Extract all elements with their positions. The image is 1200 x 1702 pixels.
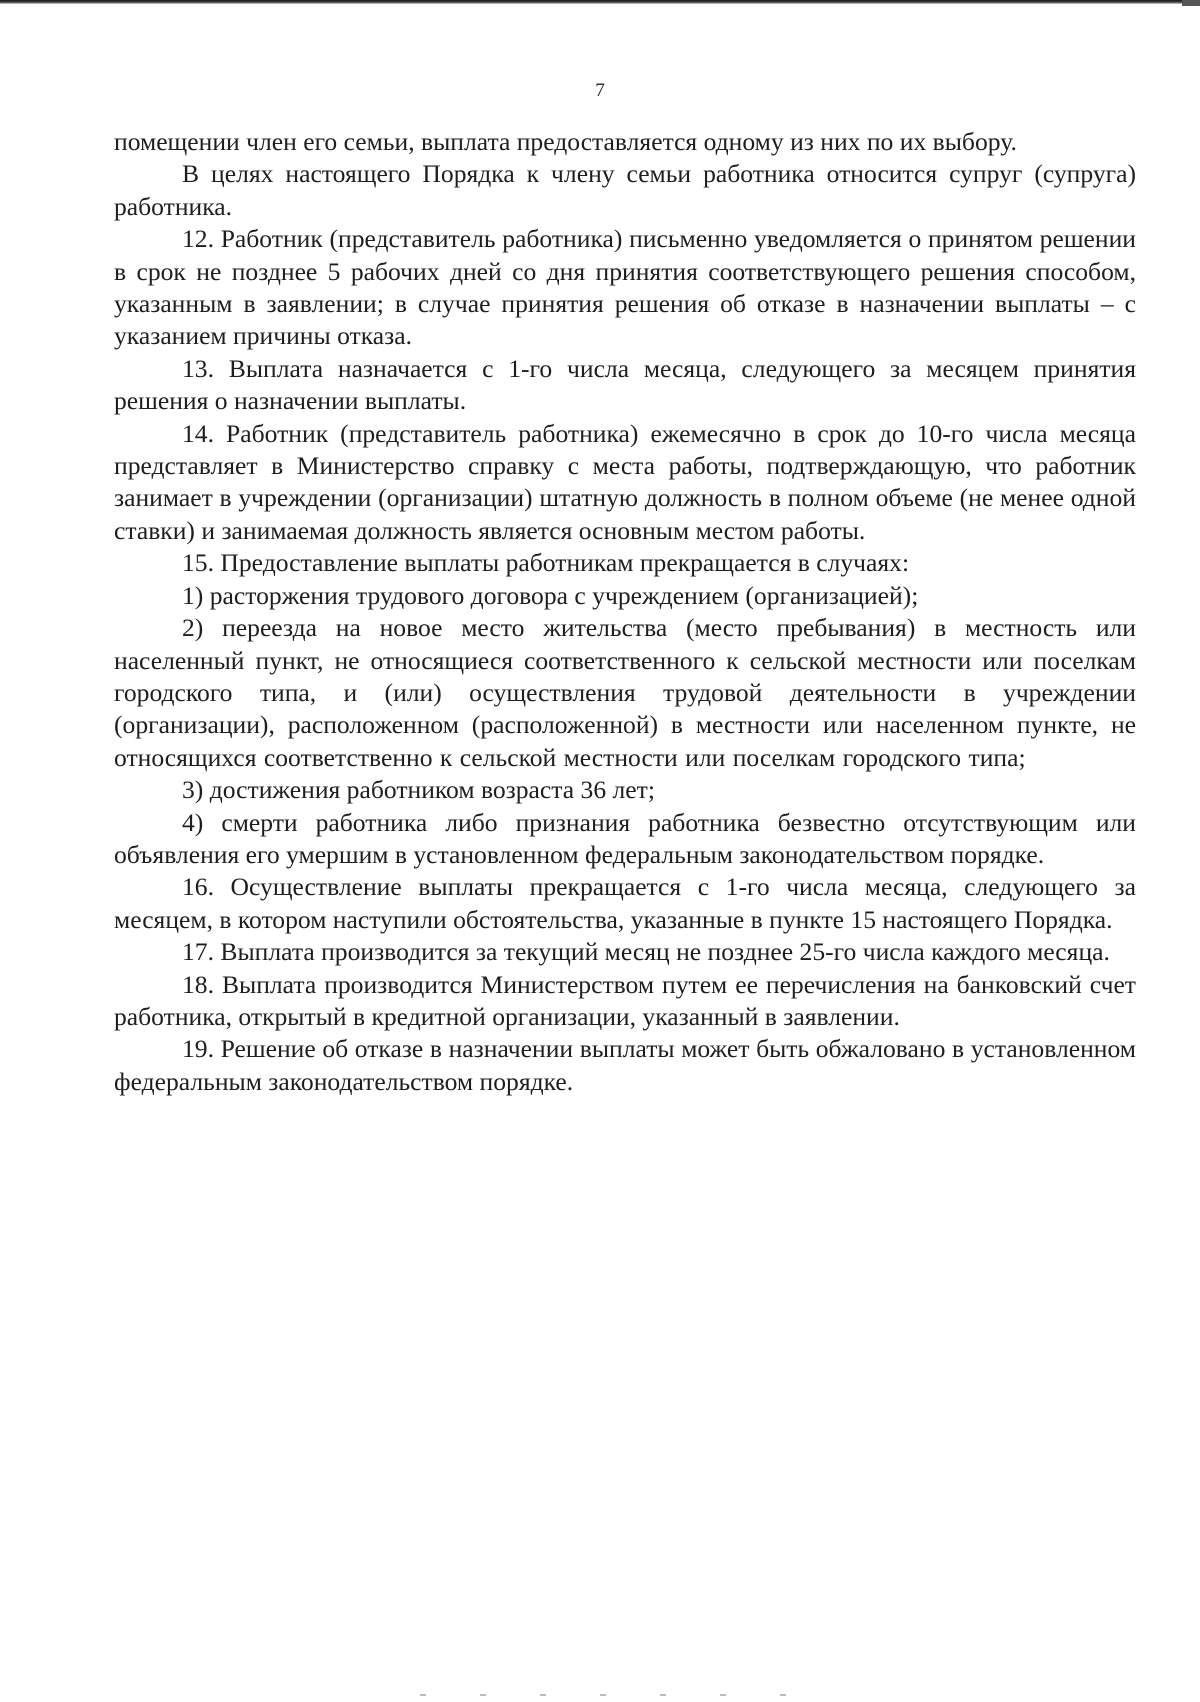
paragraph-item-14: 14. Работник (представитель работника) ежемесячно в срок до 10-го числа месяца представляет в Министерство справку с места работы, подтверждающую, что работник занимает в учреждении (организации) штатную должность в полном объеме (не менее одной ставки) и занимаемая должность является основным местом работы. [114,418,1136,545]
paragraph-subitem-3: 3) достижения работником возраста 36 лет; [182,775,655,805]
paragraph-continuation: помещении член его семьи, выплата предоставляется одному из них по их выбору. [114,127,1017,156]
scan-corner-mark [1182,0,1200,6]
document-body [114,126,1136,1098]
paragraph-item-19: 19. Решение об отказе в назначении выплаты может быть обжаловано в установленном федеральным законодательством порядке. [114,1034,1136,1096]
paragraph-item-12: 12. Работник (представитель работника) письменно уведомляется о принятом решении в срок не позднее 5 рабочих дней со дня принятия соответствующего решения способом, указанным в заявлении; в случае принятия решения об отказе в назначении выплаты – с указанием причины отказа. [114,224,1136,351]
paragraph-subitem-2: 2) переезда на новое место жительства (место пребывания) в местность или населенный пункт, не относящиеся соответственного к сельской местности или поселкам городского типа, и (или) осуществления трудовой деятельности в учреждении (организации), расположенном (расположенной) в местности или населенном пункте, не относящихся соответственно к сельской местности или поселкам городского типа; [114,613,1136,772]
paragraph-item-17: 17. Выплата производится за текущий месяц не позднее 25-го числа каждого месяца. [182,937,1110,967]
paragraph-item-15: 15. Предоставление выплаты работникам прекращается в случаях: [182,548,910,578]
paragraph-subitem-1: 1) расторжения трудового договора с учреждением (организацией); [182,580,919,610]
paragraph-item-16: 16. Осуществление выплаты прекращается с 1-го числа месяца, следующего за месяцем, в котором наступили обстоятельства, указанные в пункте 15 настоящего Порядка. [114,872,1136,934]
page-number: 7 [595,80,605,101]
paragraph-family-definition: В целях настоящего Порядка к члену семьи работника относится супруг (супруга) работника. [114,159,1136,221]
paragraph-item-13: 13. Выплата назначается с 1-го числа месяца, следующего за месяцем принятия решения о назначении выплаты. [114,353,1136,416]
paragraph-subitem-4: 4) смерти работника либо признания работника безвестно отсутствующим или объявления его умершим в установленном федеральным законодательством порядке. [114,807,1136,869]
scan-bottom-marks [420,1694,800,1696]
paragraph-item-18: 18. Выплата производится Министерством путем ее перечисления на банковский счет работника, открытый в кредитной организации, указанный в заявлении. [114,969,1136,1031]
scan-top-edge [0,0,1188,4]
